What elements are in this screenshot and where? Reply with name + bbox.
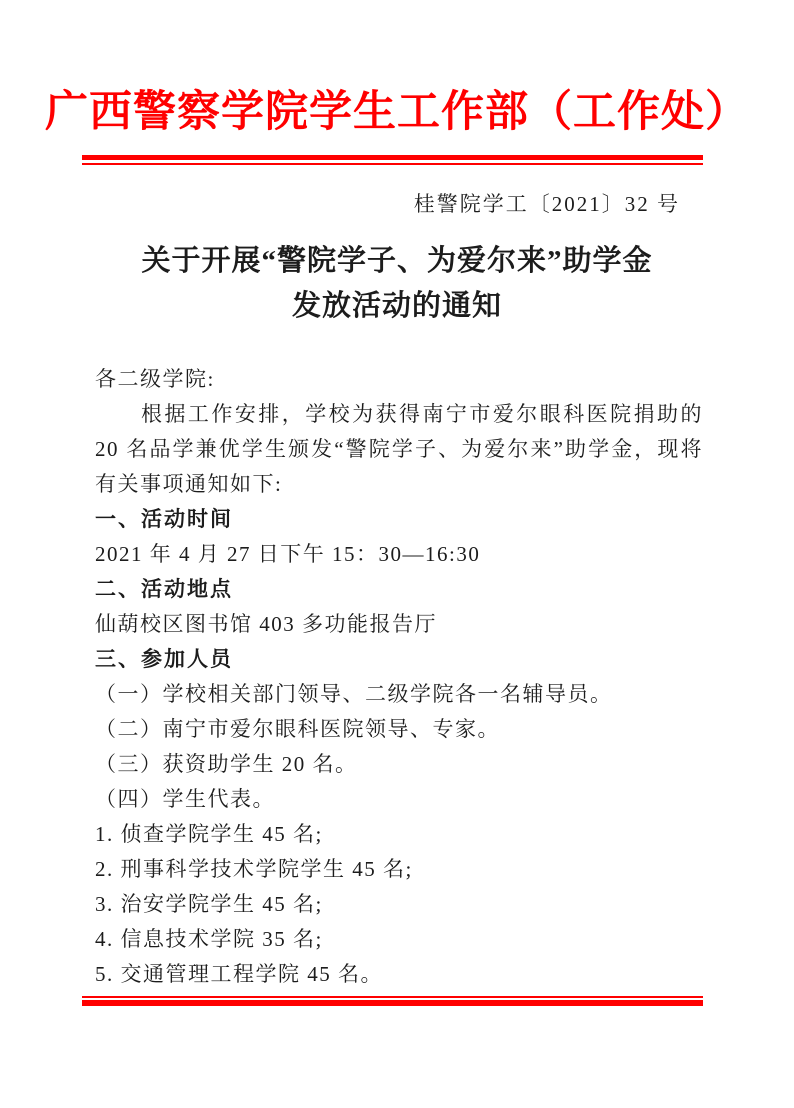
masthead-title: 广西警察学院学生工作部（工作处） bbox=[45, 89, 749, 136]
header-divider bbox=[82, 155, 703, 165]
section-heading-participants: 三、参加人员 bbox=[95, 648, 233, 671]
participant-item-1: （一）学校相关部门领导、二级学院各一名辅导员。 bbox=[95, 682, 613, 706]
section-heading-activity-time: 一、活动时间 bbox=[95, 508, 233, 531]
intro-paragraph: 根据工作安排，学校为获得南宁市爱尔眼科医院捐助的 20 名品学兼优学生颁发“警院学子、为爱尔来”助学金，现将有关事项通知如下: bbox=[95, 402, 703, 496]
participant-item-2: （二）南宁市爱尔眼科医院领导、专家。 bbox=[95, 717, 500, 741]
participant-item-3: （三）获资助学生 20 名。 bbox=[95, 752, 358, 776]
student-rep-item-4: 4. 信息技术学院 35 名; bbox=[95, 927, 323, 951]
document-title-line1: 关于开展“警院学子、为爱尔来”助学金 bbox=[141, 245, 653, 277]
activity-place-value: 仙葫校区图书馆 403 多功能报告厅 bbox=[95, 612, 437, 636]
student-rep-item-2: 2. 刑事科学技术学院学生 45 名; bbox=[95, 857, 413, 881]
footer-divider-thick-line bbox=[82, 1000, 703, 1006]
student-rep-item-5: 5. 交通管理工程学院 45 名。 bbox=[95, 962, 383, 986]
salutation: 各二级学院: bbox=[95, 367, 215, 391]
header-divider-thin-line bbox=[82, 163, 703, 165]
activity-time-value: 2021 年 4 月 27 日下午 15：30—16:30 bbox=[95, 542, 481, 566]
document-number: 桂警院学工〔2021〕32 号 bbox=[413, 192, 680, 216]
document-title bbox=[0, 239, 794, 329]
document-title-line2: 发放活动的通知 bbox=[291, 290, 502, 322]
participant-item-4: （四）学生代表。 bbox=[95, 787, 275, 811]
student-rep-item-3: 3. 治安学院学生 45 名; bbox=[95, 892, 323, 916]
document-body bbox=[95, 362, 703, 992]
footer-divider bbox=[82, 996, 703, 1006]
student-rep-item-1: 1. 侦查学院学生 45 名; bbox=[95, 822, 323, 846]
section-heading-activity-place: 二、活动地点 bbox=[95, 578, 233, 601]
